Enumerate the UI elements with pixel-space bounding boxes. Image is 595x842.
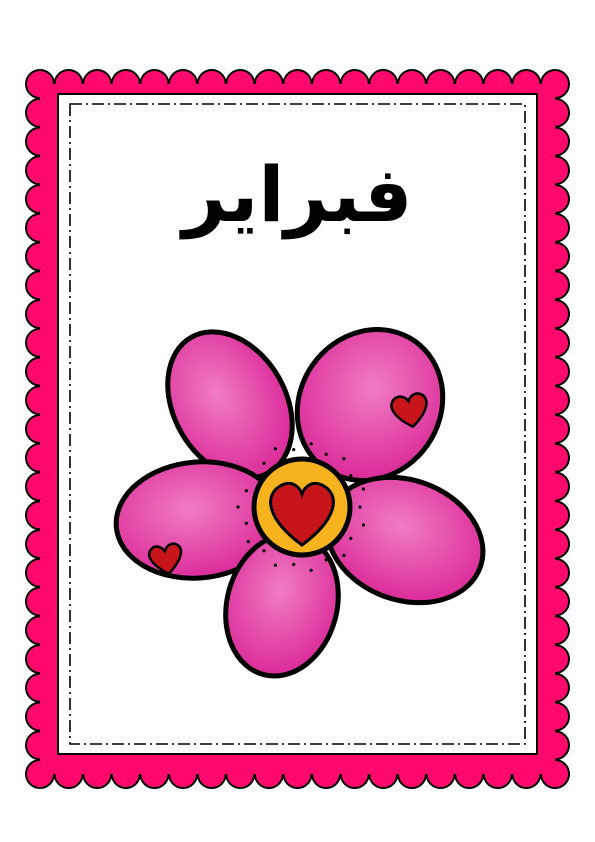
stamen-dot <box>342 554 345 557</box>
stamen-dot <box>262 462 265 465</box>
stamen-dot <box>274 447 277 450</box>
stamen-dot <box>310 442 313 445</box>
stamen-dot <box>292 448 295 451</box>
stamen-dot <box>362 523 365 526</box>
stamen-dot <box>262 549 265 552</box>
month-title: فبراير <box>182 150 413 239</box>
stamen-dot <box>236 505 239 508</box>
stamen-dot <box>325 453 328 456</box>
stamen-dot <box>325 558 328 561</box>
stamen-dot <box>310 569 313 572</box>
stamen-dot <box>349 474 352 477</box>
stamen-dot <box>362 487 365 490</box>
stamen-dot <box>292 563 295 566</box>
stamen-dot <box>247 540 250 543</box>
stamen-dot <box>245 522 248 525</box>
stamen-dot <box>247 471 250 474</box>
stamen-dot <box>349 537 352 540</box>
stamen-dot <box>342 457 345 460</box>
stamen-dot <box>274 564 277 567</box>
stamen-dot <box>358 505 361 508</box>
stamen-dot <box>245 489 248 492</box>
